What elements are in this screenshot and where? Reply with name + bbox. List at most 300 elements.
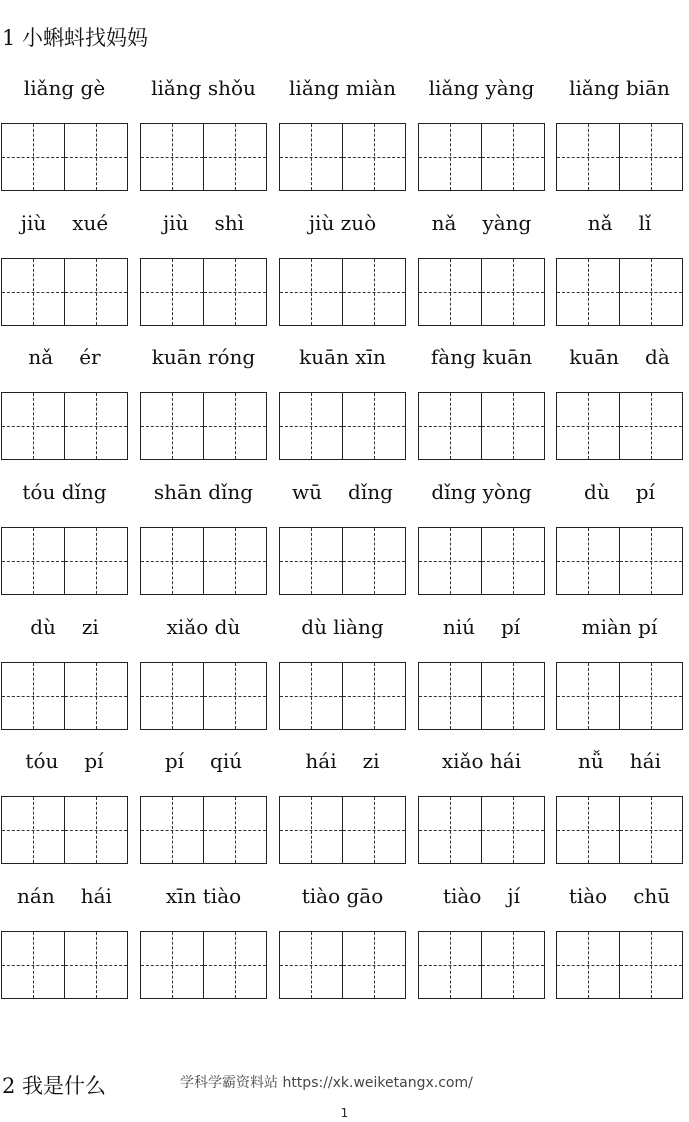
tianzige-box[interactable] <box>141 797 204 863</box>
worksheet-row <box>0 341 689 466</box>
tianzige-box[interactable] <box>620 259 683 325</box>
tianzige-box[interactable] <box>557 797 620 863</box>
worksheet-row <box>0 611 689 736</box>
guide-line-vertical <box>33 663 34 729</box>
pinyin-label <box>1 476 128 508</box>
pinyin-syllable: tiào <box>568 884 608 908</box>
writing-grid[interactable] <box>1 527 128 595</box>
guide-line-vertical <box>513 797 514 863</box>
pinyin-syllable: qiú <box>210 749 243 773</box>
guide-line-vertical <box>96 259 97 325</box>
tianzige-box[interactable] <box>280 259 343 325</box>
guide-line-vertical <box>96 663 97 729</box>
tianzige-box[interactable] <box>343 259 406 325</box>
pinyin-syllable: hái <box>629 749 661 773</box>
guide-line-vertical <box>235 259 236 325</box>
tianzige-box[interactable] <box>204 124 267 190</box>
word-item <box>418 611 545 736</box>
pinyin-syllable: lǐ <box>638 211 652 235</box>
pinyin-syllable: jiù <box>20 211 47 235</box>
writing-grid[interactable] <box>556 931 683 999</box>
tianzige-box[interactable] <box>141 124 204 190</box>
guide-line-vertical <box>651 393 652 459</box>
pinyin-label <box>279 745 406 777</box>
pinyin-label <box>140 745 267 777</box>
pinyin-label <box>556 341 683 373</box>
guide-line-vertical <box>651 663 652 729</box>
guide-line-vertical <box>588 797 589 863</box>
tianzige-box[interactable] <box>65 932 128 998</box>
word-item <box>418 207 545 332</box>
word-item <box>140 745 267 870</box>
guide-line-vertical <box>311 124 312 190</box>
guide-line-vertical <box>235 932 236 998</box>
tianzige-box[interactable] <box>557 528 620 594</box>
pinyin-label <box>279 880 406 912</box>
pinyin-label <box>279 72 406 104</box>
word-item <box>279 611 406 736</box>
tianzige-box[interactable] <box>141 932 204 998</box>
writing-grid[interactable] <box>279 527 406 595</box>
pinyin-syllable: kuān <box>569 345 620 369</box>
writing-grid[interactable] <box>556 258 683 326</box>
pinyin-syllable: wū <box>292 480 323 504</box>
writing-grid[interactable] <box>418 123 545 191</box>
writing-grid[interactable] <box>140 527 267 595</box>
writing-grid[interactable] <box>418 662 545 730</box>
writing-grid[interactable] <box>140 123 267 191</box>
guide-line-vertical <box>235 393 236 459</box>
writing-grid[interactable] <box>1 931 128 999</box>
pinyin-label <box>1 611 128 643</box>
guide-line-vertical <box>513 932 514 998</box>
guide-line-vertical <box>651 932 652 998</box>
tianzige-box[interactable] <box>2 393 65 459</box>
pinyin-syllable: tóu <box>25 749 59 773</box>
writing-grid[interactable] <box>279 123 406 191</box>
tianzige-box[interactable] <box>557 124 620 190</box>
tianzige-box[interactable] <box>343 393 406 459</box>
tianzige-box[interactable] <box>204 663 267 729</box>
guide-line-vertical <box>651 259 652 325</box>
pinyin-syllable: xiǎo hái <box>441 749 522 773</box>
guide-line-vertical <box>513 663 514 729</box>
pinyin-label <box>279 207 406 239</box>
guide-line-vertical <box>450 259 451 325</box>
guide-line-vertical <box>374 528 375 594</box>
guide-line-vertical <box>311 259 312 325</box>
tianzige-box[interactable] <box>482 932 545 998</box>
tianzige-box[interactable] <box>280 932 343 998</box>
tianzige-box[interactable] <box>482 259 545 325</box>
tianzige-box[interactable] <box>280 663 343 729</box>
guide-line-vertical <box>33 124 34 190</box>
guide-line-vertical <box>450 797 451 863</box>
guide-line-vertical <box>374 393 375 459</box>
pinyin-syllable: pí <box>164 749 185 773</box>
word-item <box>279 476 406 601</box>
tianzige-box[interactable] <box>65 663 128 729</box>
tianzige-box[interactable] <box>557 259 620 325</box>
tianzige-box[interactable] <box>343 932 406 998</box>
tianzige-box[interactable] <box>141 528 204 594</box>
tianzige-box[interactable] <box>557 393 620 459</box>
guide-line-vertical <box>374 932 375 998</box>
writing-grid[interactable] <box>418 392 545 460</box>
tianzige-box[interactable] <box>280 528 343 594</box>
pinyin-label <box>1 207 128 239</box>
pinyin-label <box>1 880 128 912</box>
word-item <box>279 745 406 870</box>
word-item <box>418 341 545 466</box>
pinyin-syllable: chū <box>633 884 671 908</box>
guide-line-vertical <box>33 393 34 459</box>
tianzige-box[interactable] <box>141 259 204 325</box>
pinyin-syllable: dù <box>584 480 610 504</box>
guide-line-vertical <box>33 528 34 594</box>
guide-line-vertical <box>172 932 173 998</box>
writing-grid[interactable] <box>140 392 267 460</box>
tianzige-box[interactable] <box>557 663 620 729</box>
word-item <box>418 880 545 1005</box>
pinyin-syllable: yàng <box>482 211 532 235</box>
writing-grid[interactable] <box>556 527 683 595</box>
guide-line-vertical <box>96 797 97 863</box>
pinyin-syllable: tiào <box>442 884 482 908</box>
pinyin-label <box>556 611 683 643</box>
word-item <box>279 207 406 332</box>
tianzige-box[interactable] <box>419 528 482 594</box>
writing-grid[interactable] <box>556 662 683 730</box>
tianzige-box[interactable] <box>2 259 65 325</box>
tianzige-box[interactable] <box>343 663 406 729</box>
word-item <box>556 207 683 332</box>
guide-line-vertical <box>33 932 34 998</box>
pinyin-syllable: kuān róng <box>151 345 256 369</box>
pinyin-label <box>140 72 267 104</box>
writing-grid[interactable] <box>418 527 545 595</box>
tianzige-box[interactable] <box>204 932 267 998</box>
word-item <box>1 341 128 466</box>
guide-line-vertical <box>311 932 312 998</box>
word-item <box>556 72 683 197</box>
pinyin-syllable: pí <box>635 480 655 504</box>
pinyin-syllable: jiù <box>162 211 189 235</box>
pinyin-label <box>1 745 128 777</box>
writing-grid[interactable] <box>140 662 267 730</box>
pinyin-syllable: dǐng <box>348 480 393 504</box>
word-item <box>140 611 267 736</box>
pinyin-syllable: fàng kuān <box>430 345 533 369</box>
guide-line-vertical <box>311 528 312 594</box>
tianzige-box[interactable] <box>204 393 267 459</box>
tianzige-box[interactable] <box>557 932 620 998</box>
guide-line-vertical <box>450 663 451 729</box>
pinyin-label <box>418 207 545 239</box>
guide-line-vertical <box>235 528 236 594</box>
tianzige-box[interactable] <box>2 528 65 594</box>
section-title-1: 1 小蝌蚪找妈妈 <box>2 26 149 50</box>
word-item <box>1 745 128 870</box>
worksheet-row <box>0 476 689 601</box>
pinyin-label <box>556 207 683 239</box>
guide-line-vertical <box>172 393 173 459</box>
guide-line-vertical <box>588 663 589 729</box>
tianzige-box[interactable] <box>280 393 343 459</box>
word-item <box>1 880 128 1005</box>
writing-grid[interactable] <box>1 123 128 191</box>
tianzige-box[interactable] <box>204 528 267 594</box>
pinyin-syllable: nǎ <box>28 345 54 369</box>
guide-line-vertical <box>450 393 451 459</box>
pinyin-syllable: dù <box>30 615 56 639</box>
writing-grid[interactable] <box>140 796 267 864</box>
tianzige-box[interactable] <box>482 528 545 594</box>
pinyin-syllable: tóu dǐng <box>22 480 107 504</box>
pinyin-label <box>418 341 545 373</box>
guide-line-vertical <box>651 528 652 594</box>
tianzige-box[interactable] <box>141 393 204 459</box>
guide-line-vertical <box>172 663 173 729</box>
pinyin-syllable: shān dǐng <box>153 480 254 504</box>
tianzige-box[interactable] <box>482 393 545 459</box>
pinyin-syllable: hái <box>305 749 337 773</box>
tianzige-box[interactable] <box>141 663 204 729</box>
tianzige-box[interactable] <box>620 797 683 863</box>
word-item <box>418 476 545 601</box>
pinyin-label <box>418 880 545 912</box>
word-item <box>1 476 128 601</box>
guide-line-vertical <box>311 393 312 459</box>
pinyin-syllable: liǎng miàn <box>289 76 396 100</box>
tianzige-box[interactable] <box>620 932 683 998</box>
pinyin-label <box>140 611 267 643</box>
word-item <box>1 611 128 736</box>
pinyin-syllable: kuān xīn <box>299 345 386 369</box>
pinyin-syllable: zi <box>81 615 99 639</box>
tianzige-box[interactable] <box>620 663 683 729</box>
pinyin-label <box>556 745 683 777</box>
guide-line-vertical <box>374 259 375 325</box>
word-item <box>556 341 683 466</box>
guide-line-vertical <box>235 663 236 729</box>
writing-grid[interactable] <box>418 931 545 999</box>
pinyin-syllable: zi <box>362 749 380 773</box>
guide-line-vertical <box>588 259 589 325</box>
writing-grid[interactable] <box>1 258 128 326</box>
writing-grid[interactable] <box>279 392 406 460</box>
tianzige-box[interactable] <box>2 932 65 998</box>
worksheet-row <box>0 880 689 1005</box>
tianzige-box[interactable] <box>419 124 482 190</box>
word-item <box>1 207 128 332</box>
pinyin-syllable: dù liàng <box>301 615 384 639</box>
pinyin-label <box>556 880 683 912</box>
writing-grid[interactable] <box>279 796 406 864</box>
guide-line-vertical <box>588 528 589 594</box>
guide-line-vertical <box>96 393 97 459</box>
page-number: 1 <box>340 1106 349 1120</box>
tianzige-box[interactable] <box>280 124 343 190</box>
guide-line-vertical <box>172 797 173 863</box>
guide-line-vertical <box>513 393 514 459</box>
tianzige-box[interactable] <box>620 528 683 594</box>
pinyin-syllable: xiǎo dù <box>166 615 241 639</box>
guide-line-vertical <box>96 528 97 594</box>
tianzige-box[interactable] <box>419 393 482 459</box>
guide-line-vertical <box>172 528 173 594</box>
tianzige-box[interactable] <box>2 124 65 190</box>
word-item <box>556 880 683 1005</box>
tianzige-box[interactable] <box>65 259 128 325</box>
pinyin-syllable: liǎng shǒu <box>151 76 256 100</box>
pinyin-syllable: hái <box>80 884 112 908</box>
word-item <box>556 611 683 736</box>
tianzige-box[interactable] <box>482 663 545 729</box>
pinyin-syllable: dà <box>645 345 670 369</box>
guide-line-vertical <box>235 797 236 863</box>
guide-line-vertical <box>374 663 375 729</box>
tianzige-box[interactable] <box>343 797 406 863</box>
word-item <box>418 72 545 197</box>
guide-line-vertical <box>33 259 34 325</box>
guide-line-vertical <box>588 393 589 459</box>
worksheet-row <box>0 745 689 870</box>
guide-line-vertical <box>588 932 589 998</box>
tianzige-box[interactable] <box>65 797 128 863</box>
guide-line-vertical <box>651 124 652 190</box>
word-item <box>556 745 683 870</box>
guide-line-vertical <box>450 528 451 594</box>
guide-line-vertical <box>374 797 375 863</box>
tianzige-box[interactable] <box>343 124 406 190</box>
guide-line-vertical <box>33 797 34 863</box>
tianzige-box[interactable] <box>419 663 482 729</box>
pinyin-label <box>418 745 545 777</box>
pinyin-syllable: liǎng yàng <box>428 76 535 100</box>
tianzige-box[interactable] <box>65 393 128 459</box>
tianzige-box[interactable] <box>65 528 128 594</box>
pinyin-syllable: dǐng yòng <box>431 480 532 504</box>
writing-grid[interactable] <box>556 796 683 864</box>
worksheet-row <box>0 207 689 332</box>
word-item <box>279 880 406 1005</box>
word-item <box>418 745 545 870</box>
guide-line-vertical <box>513 259 514 325</box>
pinyin-syllable: liǎng biān <box>569 76 670 100</box>
guide-line-vertical <box>172 124 173 190</box>
tianzige-box[interactable] <box>620 393 683 459</box>
pinyin-label <box>140 880 267 912</box>
pinyin-label <box>556 476 683 508</box>
word-item <box>1 72 128 197</box>
guide-line-vertical <box>450 932 451 998</box>
guide-line-vertical <box>96 932 97 998</box>
pinyin-syllable: nǎ <box>431 211 457 235</box>
writing-grid[interactable] <box>279 662 406 730</box>
pinyin-label <box>279 476 406 508</box>
pinyin-label <box>418 476 545 508</box>
guide-line-vertical <box>311 797 312 863</box>
tianzige-box[interactable] <box>482 124 545 190</box>
word-item <box>140 72 267 197</box>
pinyin-syllable: xīn tiào <box>165 884 242 908</box>
pinyin-label <box>140 341 267 373</box>
guide-line-vertical <box>588 124 589 190</box>
guide-line-vertical <box>513 124 514 190</box>
writing-grid[interactable] <box>1 796 128 864</box>
pinyin-syllable: xué <box>72 211 109 235</box>
writing-grid[interactable] <box>418 258 545 326</box>
word-item <box>279 72 406 197</box>
pinyin-syllable: ér <box>79 345 101 369</box>
word-item <box>279 341 406 466</box>
guide-line-vertical <box>96 124 97 190</box>
pinyin-label <box>279 611 406 643</box>
writing-grid[interactable] <box>279 258 406 326</box>
writing-grid[interactable] <box>556 123 683 191</box>
writing-grid[interactable] <box>279 931 406 999</box>
pinyin-label <box>556 72 683 104</box>
pinyin-syllable: miàn pí <box>581 615 658 639</box>
tianzige-box[interactable] <box>2 797 65 863</box>
guide-line-vertical <box>311 663 312 729</box>
tianzige-box[interactable] <box>204 259 267 325</box>
writing-grid[interactable] <box>1 662 128 730</box>
guide-line-vertical <box>450 124 451 190</box>
pinyin-label <box>1 72 128 104</box>
tianzige-box[interactable] <box>65 124 128 190</box>
tianzige-box[interactable] <box>620 124 683 190</box>
pinyin-syllable: nán <box>17 884 55 908</box>
pinyin-syllable: nǎ <box>587 211 613 235</box>
tianzige-box[interactable] <box>343 528 406 594</box>
pinyin-syllable: pí <box>500 615 521 639</box>
tianzige-box[interactable] <box>419 797 482 863</box>
tianzige-box[interactable] <box>280 797 343 863</box>
writing-grid[interactable] <box>140 258 267 326</box>
tianzige-box[interactable] <box>419 932 482 998</box>
pinyin-syllable: tiào gāo <box>301 884 384 908</box>
pinyin-label <box>140 476 267 508</box>
tianzige-box[interactable] <box>204 797 267 863</box>
pinyin-label <box>1 341 128 373</box>
tianzige-box[interactable] <box>482 797 545 863</box>
guide-line-vertical <box>374 124 375 190</box>
pinyin-label <box>140 207 267 239</box>
footer-site-watermark: 学科学霸资料站 https://xk.weiketangx.com/ <box>180 1075 473 1091</box>
guide-line-vertical <box>513 528 514 594</box>
tianzige-box[interactable] <box>419 259 482 325</box>
guide-line-vertical <box>172 259 173 325</box>
pinyin-label <box>418 611 545 643</box>
writing-grid[interactable] <box>556 392 683 460</box>
pinyin-label <box>279 341 406 373</box>
pinyin-syllable: liǎng gè <box>23 76 106 100</box>
writing-grid[interactable] <box>418 796 545 864</box>
guide-line-vertical <box>651 797 652 863</box>
pinyin-syllable: niú <box>442 615 475 639</box>
writing-grid[interactable] <box>1 392 128 460</box>
word-item <box>556 476 683 601</box>
worksheet-row <box>0 72 689 197</box>
word-item <box>140 476 267 601</box>
guide-line-vertical <box>235 124 236 190</box>
word-item <box>140 207 267 332</box>
pinyin-syllable: jí <box>507 884 520 908</box>
tianzige-box[interactable] <box>2 663 65 729</box>
writing-grid[interactable] <box>140 931 267 999</box>
